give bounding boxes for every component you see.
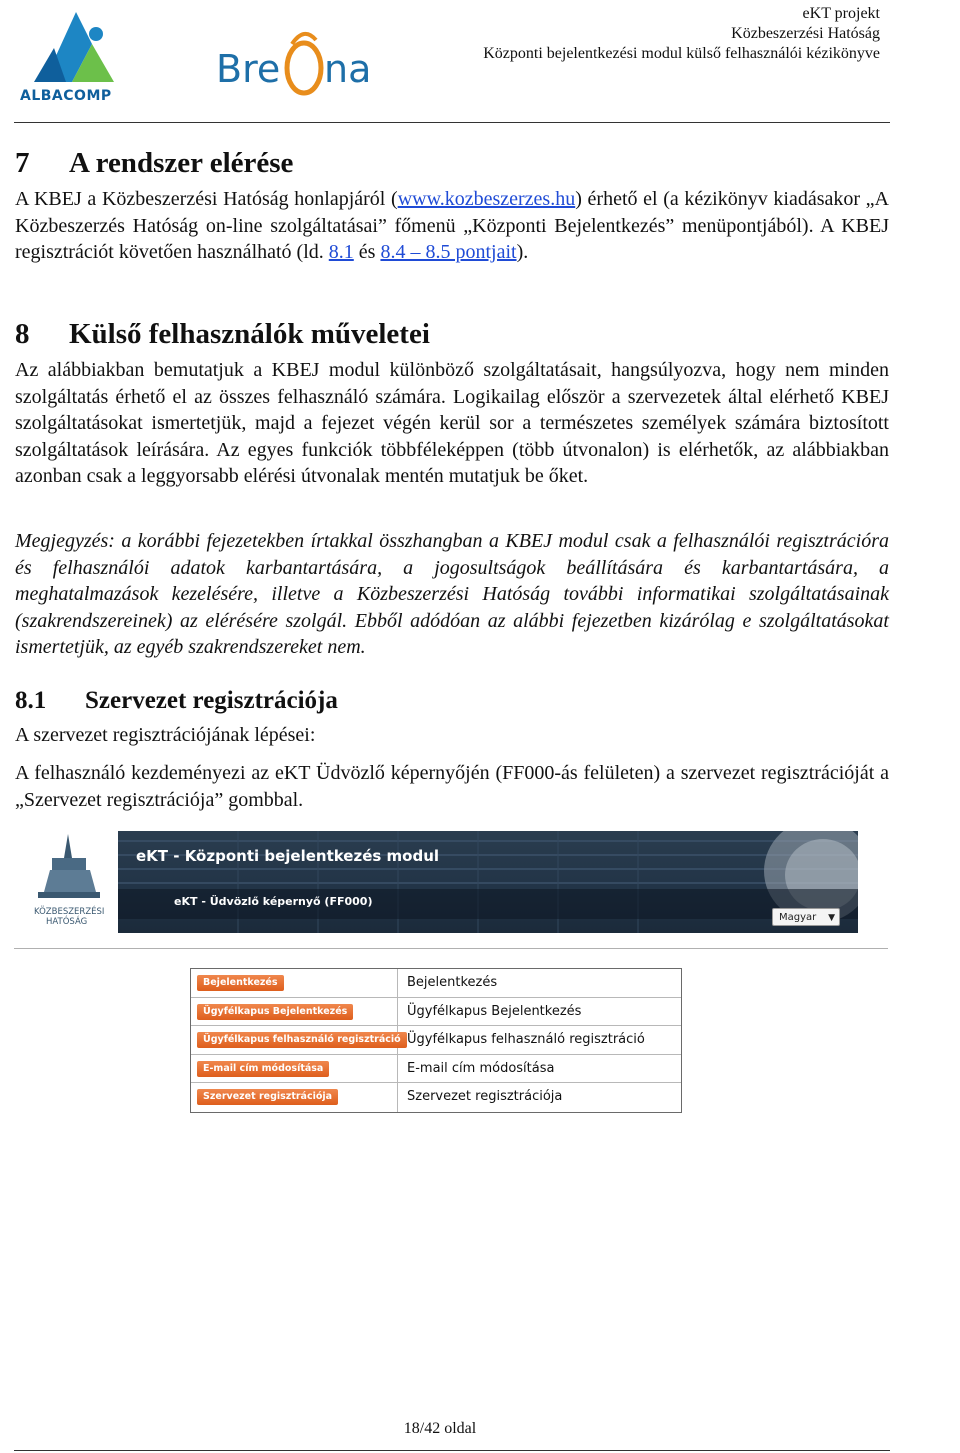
section-7-text-c: és xyxy=(353,241,381,263)
header-rule xyxy=(14,122,890,123)
svg-text:Bre: Bre xyxy=(216,47,281,91)
language-select[interactable] xyxy=(772,908,840,926)
section-8-title: Külső felhasználók műveletei xyxy=(69,318,430,350)
section-8-paragraph: Az alábbiakban bemutatjuk a KBEJ modul különböző szolgáltatásait, hangsúlyozva, hogy nem minden szolgáltatás érhető el az összes felhasználó számára. Logikailag először a szervezetek által elérhető KBEJ szolgáltatásokat ismertetjük, majd a fejezet végén kerül sor a természetes személyek számára biztosított szolgáltatások leírására. Az egyes funkciók többféleképpen (több útvonalon) is elérhetők, az alábbiakban azonban csak a leggyorsabb elérési útvonalak mentén mutatjuk be őket. xyxy=(15,359,889,487)
login-button[interactable]: Bejelentkezés xyxy=(197,975,284,991)
ref-8-1-link[interactable]: 8.1 xyxy=(328,241,354,263)
menu-row xyxy=(191,969,681,998)
menu-row xyxy=(191,998,681,1027)
banner-title: eKT - Központi bejelentkezés modul xyxy=(136,847,440,865)
breona-logo xyxy=(212,24,372,114)
banner-rule xyxy=(14,948,888,949)
section-8-1-number: 8.1 xyxy=(15,687,47,714)
section-8-1-paragraph: A felhasználó kezdeményezi az eKT Üdvözlő képernyőjén (FF000-ás felületen) a szervezet regisztrációját a „Szervezet regisztrációja” gombbal. xyxy=(15,762,889,811)
footer-rule xyxy=(14,1450,890,1451)
banner-subtitle: eKT - Üdvözlő képernyő (FF000) xyxy=(174,895,373,908)
email-change-button[interactable]: E-mail cím módosítása xyxy=(197,1061,329,1077)
kozbeszerzes-link[interactable]: www.kozbeszerzes.hu xyxy=(397,188,576,210)
column-divider xyxy=(397,998,398,1026)
section-8-number: 8 xyxy=(15,318,30,350)
header-authority: Közbeszerzési Hatóság xyxy=(731,25,880,42)
section-7-text-b: ) érhető el (a kézikönyv kiadásakor „A Közbeszerzés Hatóság on-line szolgáltatásai” főmenü „Központi Bejelentkezés” menüpontjából). A KBEJ regisztrációt követően használható (ld. xyxy=(15,188,889,263)
ugyfelkapu-registration-button[interactable]: Ügyfélkapus felhasználó regisztráció xyxy=(197,1032,407,1048)
ugyfelkapu-login-button[interactable]: Ügyfélkapus Bejelentkezés xyxy=(197,1004,353,1020)
albacomp-logo-text: ALBACOMP xyxy=(20,88,112,104)
section-7-text-d: ). xyxy=(516,241,529,263)
section-7-number: 7 xyxy=(15,147,30,179)
ekt-banner xyxy=(118,831,858,933)
section-8-heading xyxy=(15,317,889,351)
ref-8-4-8-5-link[interactable]: 8.4 – 8.5 pontjait xyxy=(380,241,517,263)
section-8-1-intro: A szervezet regisztrációjának lépései: xyxy=(15,724,316,746)
menu-row xyxy=(191,1026,681,1055)
menu-row-label: Bejelentkezés xyxy=(407,975,498,990)
section-7-text-a: A KBEJ a Közbeszerzési Hatóság honlapjáról ( xyxy=(15,188,398,210)
column-divider xyxy=(397,969,398,997)
logo-line1: KÖZBESZERZÉSI xyxy=(34,907,105,917)
language-value: Magyar xyxy=(779,912,817,923)
column-divider xyxy=(397,1083,398,1112)
kozbeszerzesi-hatosag-logo xyxy=(30,830,120,930)
svg-text:na: na xyxy=(324,47,372,91)
section-7-heading xyxy=(15,146,889,180)
menu-row-label: Ügyfélkapus felhasználó regisztráció xyxy=(407,1032,645,1048)
menu-row xyxy=(191,1083,681,1112)
header-manual-title: Központi bejelentkezési modul külső felhasználói kézikönyve xyxy=(483,45,880,62)
welcome-menu-table xyxy=(190,968,682,1113)
header-project: eKT projekt xyxy=(802,5,880,22)
section-7-paragraph xyxy=(15,186,889,266)
section-8-1-heading xyxy=(15,686,889,716)
column-divider xyxy=(397,1055,398,1083)
page-number: 18/42 oldal xyxy=(403,1420,477,1437)
menu-row-label: Szervezet regisztrációja xyxy=(407,1089,563,1105)
section-8-note: Megjegyzés: a korábbi fejezetekben írtakkal összhangban a KBEJ modul csak a felhasználói regisztrációra és felhasználói adatok karbantartására, a jogosultságok beállítására és karbantartására, a meghatalmazások kezelésére, illetve a Közbeszerzési Hatóság további informatikai szolgáltatásainak (szakrendszereinek) az elérésére szolgál. Ebből adódóan az alábbi fejezetben kizárólag e szolgáltatásokat ismertetjük, az egyéb szakrendszereket nem. xyxy=(15,530,889,658)
organization-registration-button[interactable]: Szervezet regisztrációja xyxy=(197,1089,338,1105)
menu-row-label: Ügyfélkapus Bejelentkezés xyxy=(407,1003,582,1019)
chevron-down-icon: ▼ xyxy=(828,913,835,923)
menu-row xyxy=(191,1055,681,1084)
logo-line2: HATÓSÁG xyxy=(46,917,88,927)
menu-row-label: E-mail cím módosítása xyxy=(407,1060,555,1076)
section-7-title: A rendszer elérése xyxy=(69,147,294,179)
header-info xyxy=(483,4,880,64)
albacomp-logo xyxy=(14,4,144,104)
section-8-1-title: Szervezet regisztrációja xyxy=(85,687,338,714)
